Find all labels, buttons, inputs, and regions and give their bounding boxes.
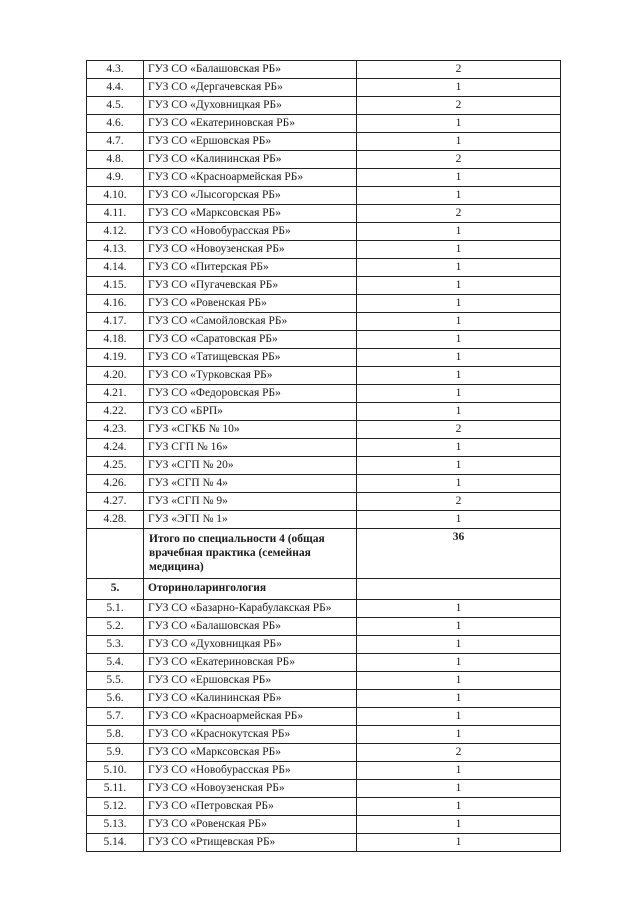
institution-name: ГУЗ СО «Базарно-Карабулакская РБ» (144, 600, 357, 618)
row-number: 5.8. (87, 726, 144, 744)
row-number: 5.12. (87, 798, 144, 816)
row-count: 1 (357, 241, 561, 259)
row-count: 2 (357, 421, 561, 439)
row-number: 4.13. (87, 241, 144, 259)
row-number: 5.3. (87, 636, 144, 654)
row-number: 4.5. (87, 97, 144, 115)
table-row (87, 690, 561, 708)
table-row (87, 169, 561, 187)
table-row (87, 349, 561, 367)
row-number: 4.8. (87, 151, 144, 169)
table-row (87, 618, 561, 636)
institution-name: ГУЗ «СГП № 20» (144, 457, 357, 475)
institution-name: ГУЗ СО «Красноармейская РБ» (144, 708, 357, 726)
institution-name: ГУЗ СО «Балашовская РБ» (144, 61, 357, 79)
institution-name: ГУЗ СО «Екатериновская РБ» (144, 115, 357, 133)
row-number: 4.21. (87, 385, 144, 403)
table-row (87, 672, 561, 690)
institution-name: ГУЗ СО «Ровенская РБ» (144, 295, 357, 313)
row-count: 1 (357, 259, 561, 277)
row-count: 2 (357, 744, 561, 762)
table-row (87, 744, 561, 762)
table-row (87, 241, 561, 259)
row-number: 4.14. (87, 259, 144, 277)
row-number: 4.26. (87, 475, 144, 493)
institution-name: ГУЗ «ЭГП № 1» (144, 511, 357, 529)
row-count: 1 (357, 708, 561, 726)
row-number: 5.7. (87, 708, 144, 726)
total-row (87, 529, 561, 579)
institution-name: ГУЗ СО «Турковская РБ» (144, 367, 357, 385)
table-row (87, 475, 561, 493)
table-row (87, 313, 561, 331)
table-row (87, 511, 561, 529)
row-number: 4.15. (87, 277, 144, 295)
table-row (87, 205, 561, 223)
row-number: 4.17. (87, 313, 144, 331)
row-number: 4.7. (87, 133, 144, 151)
row-number: 4.28. (87, 511, 144, 529)
table-row (87, 133, 561, 151)
institution-name: ГУЗ СО «Ровенская РБ» (144, 816, 357, 834)
section-value-cell (357, 579, 561, 600)
institution-name: ГУЗ СГП № 16» (144, 439, 357, 457)
section-header-row (87, 579, 561, 600)
row-count: 2 (357, 493, 561, 511)
row-number: 4.11. (87, 205, 144, 223)
institution-name: ГУЗ «СГП № 4» (144, 475, 357, 493)
row-count: 1 (357, 654, 561, 672)
table-row (87, 421, 561, 439)
institution-name: ГУЗ СО «Лысогорская РБ» (144, 187, 357, 205)
institution-name: ГУЗ СО «Калининская РБ» (144, 151, 357, 169)
table-row (87, 331, 561, 349)
row-number: 4.27. (87, 493, 144, 511)
row-count: 1 (357, 636, 561, 654)
row-number: 5.10. (87, 762, 144, 780)
row-count: 1 (357, 277, 561, 295)
table-row (87, 223, 561, 241)
table-row (87, 780, 561, 798)
table-row (87, 259, 561, 277)
institution-name: ГУЗ СО «Новоузенская РБ» (144, 780, 357, 798)
section-title: Оториноларингология (144, 579, 357, 600)
row-count: 1 (357, 223, 561, 241)
row-count: 1 (357, 834, 561, 852)
table-row (87, 708, 561, 726)
row-number: 5.13. (87, 816, 144, 834)
institution-name: ГУЗ СО «Красноармейская РБ» (144, 169, 357, 187)
row-count: 2 (357, 205, 561, 223)
institution-name: ГУЗ СО «Новобурасская РБ» (144, 223, 357, 241)
row-number: 4.4. (87, 79, 144, 97)
row-number: 4.22. (87, 403, 144, 421)
institution-name: ГУЗ СО «Питерская РБ» (144, 259, 357, 277)
row-count: 1 (357, 672, 561, 690)
institution-name: ГУЗ СО «Балашовская РБ» (144, 618, 357, 636)
row-count: 2 (357, 151, 561, 169)
row-number: 4.12. (87, 223, 144, 241)
total-block (87, 529, 561, 600)
institution-name: ГУЗ СО «Татищевская РБ» (144, 349, 357, 367)
institution-name: ГУЗ СО «Новобурасская РБ» (144, 762, 357, 780)
institution-name: ГУЗ СО «Саратовская РБ» (144, 331, 357, 349)
row-count: 1 (357, 79, 561, 97)
institution-name: ГУЗ СО «Федоровская РБ» (144, 385, 357, 403)
institution-name: ГУЗ «СГП № 9» (144, 493, 357, 511)
institution-name: ГУЗ СО «Духовницкая РБ» (144, 97, 357, 115)
table-row (87, 600, 561, 618)
table-row (87, 834, 561, 852)
table-row (87, 439, 561, 457)
row-count: 1 (357, 439, 561, 457)
row-number: 4.6. (87, 115, 144, 133)
row-number: 5.5. (87, 672, 144, 690)
row-count: 1 (357, 133, 561, 151)
table-row (87, 762, 561, 780)
row-count: 1 (357, 816, 561, 834)
section-5-rows (87, 600, 561, 852)
institution-name: ГУЗ «СГКБ № 10» (144, 421, 357, 439)
table-row (87, 295, 561, 313)
table-row (87, 187, 561, 205)
row-number: 4.25. (87, 457, 144, 475)
row-count: 1 (357, 367, 561, 385)
row-count: 1 (357, 115, 561, 133)
table-row (87, 636, 561, 654)
row-number: 4.9. (87, 169, 144, 187)
row-number: 4.20. (87, 367, 144, 385)
row-number: 4.3. (87, 61, 144, 79)
row-count: 1 (357, 349, 561, 367)
row-count: 1 (357, 726, 561, 744)
row-count: 1 (357, 187, 561, 205)
total-num-cell (87, 529, 144, 579)
row-number: 5.1. (87, 600, 144, 618)
table-row (87, 816, 561, 834)
total-value: 36 (357, 529, 561, 579)
row-count: 1 (357, 762, 561, 780)
row-count: 2 (357, 97, 561, 115)
table-row (87, 798, 561, 816)
row-count: 1 (357, 331, 561, 349)
row-count: 1 (357, 475, 561, 493)
institution-name: ГУЗ СО «Самойловская РБ» (144, 313, 357, 331)
table-row (87, 277, 561, 295)
row-number: 5.6. (87, 690, 144, 708)
table-row (87, 493, 561, 511)
institution-name: ГУЗ СО «Духовницкая РБ» (144, 636, 357, 654)
row-number: 5.4. (87, 654, 144, 672)
row-count: 1 (357, 295, 561, 313)
row-number: 4.19. (87, 349, 144, 367)
row-count: 1 (357, 385, 561, 403)
table-row (87, 457, 561, 475)
table-row (87, 115, 561, 133)
row-number: 4.18. (87, 331, 144, 349)
row-number: 4.10. (87, 187, 144, 205)
institution-name: ГУЗ СО «Ртищевская РБ» (144, 834, 357, 852)
table-row (87, 367, 561, 385)
row-count: 1 (357, 511, 561, 529)
institution-name: ГУЗ СО «Калининская РБ» (144, 690, 357, 708)
row-count: 1 (357, 600, 561, 618)
row-number: 4.23. (87, 421, 144, 439)
institution-name: ГУЗ СО «Марксовская РБ» (144, 744, 357, 762)
total-label: Итого по специальности 4 (общая врачебная практика (семейная медицина) (144, 529, 357, 579)
row-count: 1 (357, 798, 561, 816)
institution-name: ГУЗ СО «БРП» (144, 403, 357, 421)
institution-name: ГУЗ СО «Новоузенская РБ» (144, 241, 357, 259)
institution-name: ГУЗ СО «Пугачевская РБ» (144, 277, 357, 295)
row-number: 5.2. (87, 618, 144, 636)
institution-name: ГУЗ СО «Марксовская РБ» (144, 205, 357, 223)
row-count: 1 (357, 313, 561, 331)
table-row (87, 654, 561, 672)
row-number: 5.14. (87, 834, 144, 852)
row-number: 4.16. (87, 295, 144, 313)
row-count: 2 (357, 61, 561, 79)
institution-name: ГУЗ СО «Ершовская РБ» (144, 672, 357, 690)
row-number: 4.24. (87, 439, 144, 457)
table-row (87, 97, 561, 115)
table-row (87, 403, 561, 421)
row-count: 1 (357, 690, 561, 708)
row-count: 1 (357, 457, 561, 475)
section-4-rows (87, 61, 561, 529)
row-count: 1 (357, 618, 561, 636)
table-row (87, 151, 561, 169)
table-row (87, 61, 561, 79)
institution-name: ГУЗ СО «Ершовская РБ» (144, 133, 357, 151)
institution-name: ГУЗ СО «Петровская РБ» (144, 798, 357, 816)
distribution-table (86, 60, 561, 852)
table-row (87, 726, 561, 744)
institution-name: ГУЗ СО «Екатериновская РБ» (144, 654, 357, 672)
row-number: 5.11. (87, 780, 144, 798)
row-count: 1 (357, 780, 561, 798)
row-count: 1 (357, 403, 561, 421)
institution-name: ГУЗ СО «Краснокутская РБ» (144, 726, 357, 744)
table-row (87, 79, 561, 97)
table-row (87, 385, 561, 403)
section-number: 5. (87, 579, 144, 600)
institution-name: ГУЗ СО «Дергачевская РБ» (144, 79, 357, 97)
row-number: 5.9. (87, 744, 144, 762)
row-count: 1 (357, 169, 561, 187)
